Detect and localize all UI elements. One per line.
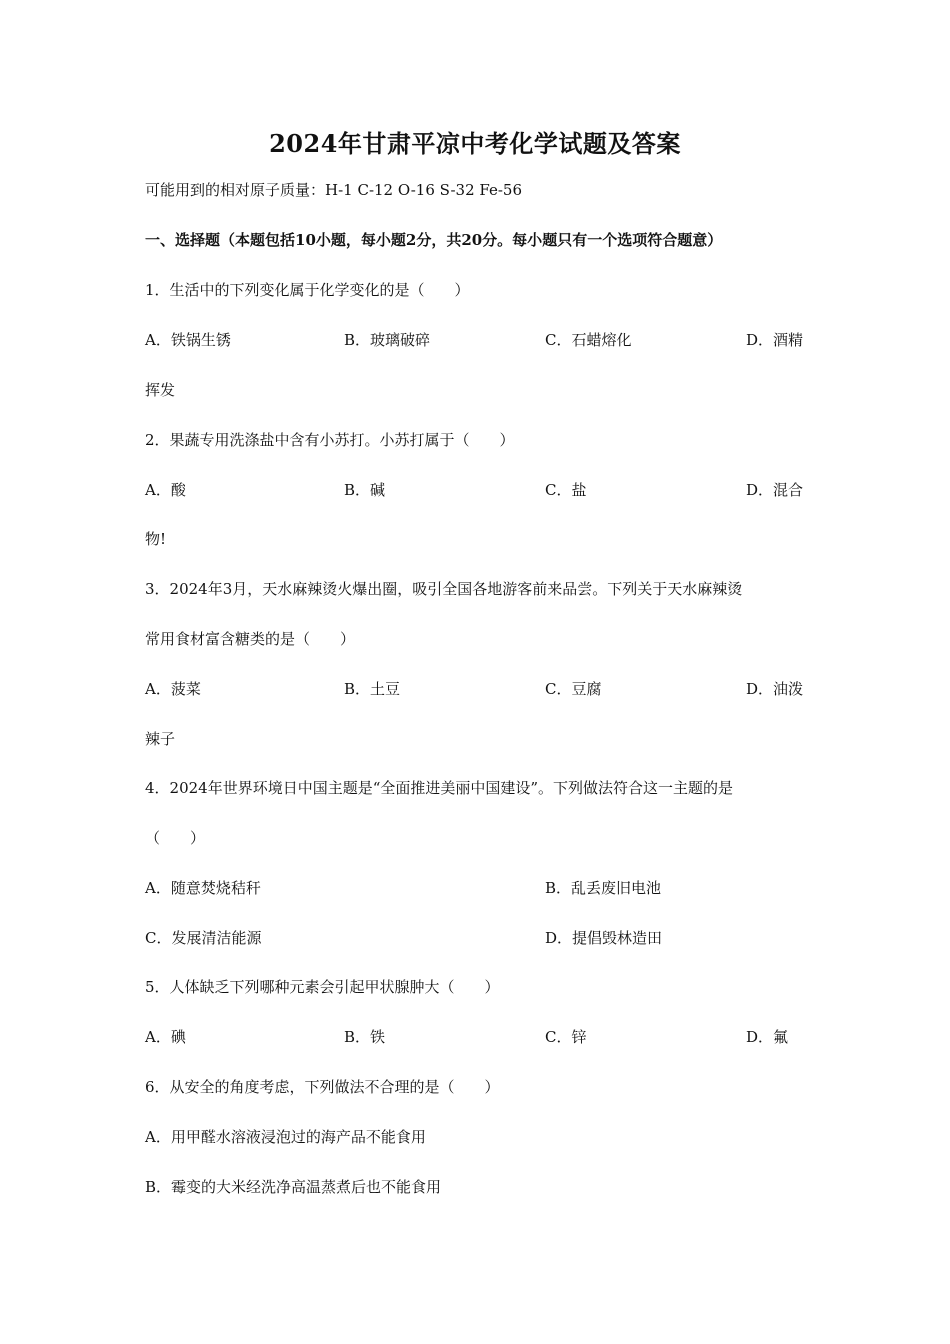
- question-1-stem: 1．生活中的下列变化属于化学变化的是（ ）: [145, 281, 470, 299]
- question-5-option-c: C．锌: [545, 1028, 587, 1046]
- question-2-stem: 2．果蔬专用洗涤盐中含有小苏打。小苏打属于（ ）: [145, 431, 515, 449]
- question-3-stem: 3．2024年3月，天水麻辣烫火爆出圈，吸引全国各地游客前来品尝。下列关于天水麻辣烫: [145, 580, 743, 598]
- question-2-option-d: D．混合: [746, 481, 804, 499]
- section-heading: 一、选择题（本题包括10小题，每小题2分，共20分。每小题只有一个选项符合题意）: [145, 231, 723, 249]
- question-3-option-d: D．油泼: [746, 680, 804, 698]
- page-title: 2024年甘肃平凉中考化学试题及答案: [269, 129, 681, 158]
- question-6-option-b: B．霉变的大米经洗净高温蒸煮后也不能食用: [145, 1178, 442, 1196]
- question-6-stem: 6．从安全的角度考虑，下列做法不合理的是（ ）: [145, 1078, 500, 1096]
- question-1-option-d: D．酒精: [746, 331, 804, 349]
- question-1-option-c: C．石蜡熔化: [545, 331, 632, 349]
- question-1-option-a: A．铁锅生锈: [145, 331, 231, 349]
- question-4-option-b: B．乱丢废旧电池: [545, 879, 662, 897]
- question-3-option-d-wrap: 辣子: [145, 730, 176, 748]
- question-2-option-a: A．酸: [145, 481, 186, 499]
- question-2-option-d-wrap: 物!: [145, 530, 167, 548]
- question-4-option-a: A．随意焚烧秸秆: [145, 879, 261, 897]
- question-3-option-b: B．土豆: [344, 680, 401, 698]
- question-5-stem: 5．人体缺乏下列哪种元素会引起甲状腺肿大（ ）: [145, 978, 500, 996]
- question-4-option-c: C．发展清洁能源: [145, 929, 262, 947]
- question-4-stem: 4．2024年世界环境日中国主题是“全面推进美丽中国建设”。下列做法符合这一主题的是: [145, 779, 734, 797]
- question-3-option-c: C．豆腐: [545, 680, 602, 698]
- question-5-option-a: A．碘: [145, 1028, 186, 1046]
- question-2-option-b: B．碱: [344, 481, 386, 499]
- question-6-option-a: A．用甲醛水溶液浸泡过的海产品不能食用: [145, 1128, 426, 1146]
- question-1-option-d-wrap: 挥发: [145, 381, 176, 399]
- question-1-option-b: B．玻璃破碎: [344, 331, 431, 349]
- question-2-option-c: C．盐: [545, 481, 587, 499]
- question-5-option-b: B．铁: [344, 1028, 386, 1046]
- question-4-option-d: D．提倡毁林造田: [545, 929, 663, 947]
- question-3-stem-cont: 常用食材富含糖类的是（ ）: [145, 630, 356, 648]
- atomic-masses-note: 可能用到的相对原子质量：H-1 C-12 O-16 S-32 Fe-56: [145, 181, 523, 199]
- question-4-stem-cont: （ ）: [145, 829, 206, 847]
- question-5-option-d: D．氟: [746, 1028, 789, 1046]
- question-3-option-a: A．菠菜: [145, 680, 201, 698]
